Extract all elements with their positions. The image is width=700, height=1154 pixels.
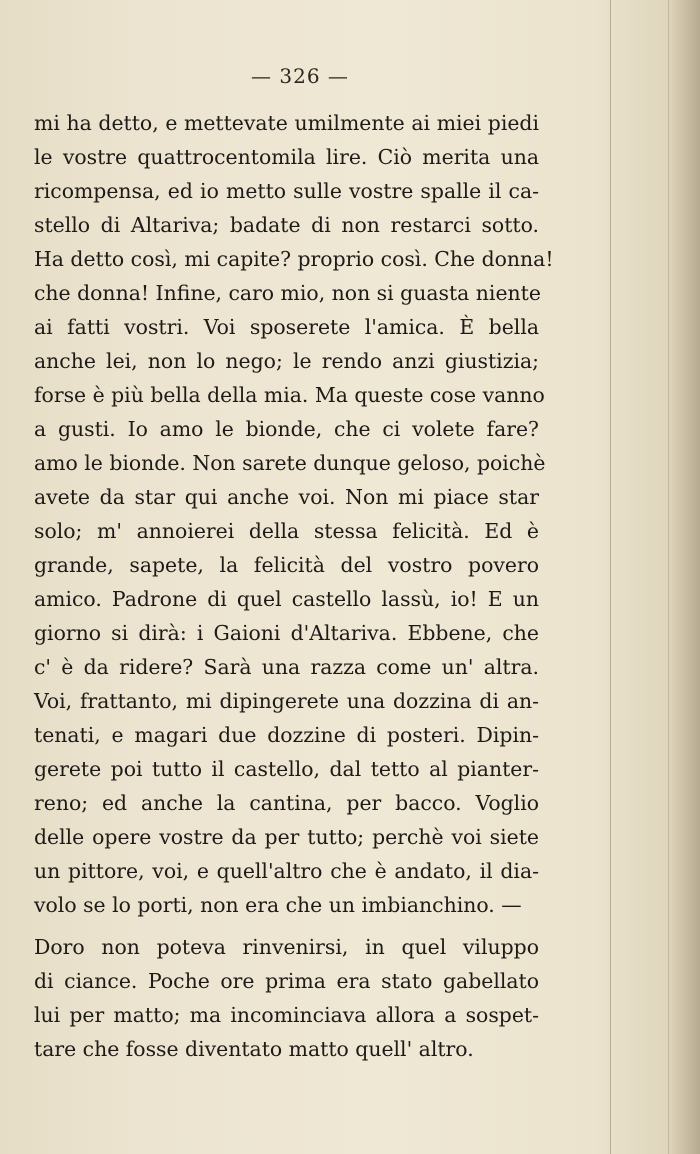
text-line: Doro non poteva rinvenirsi, in quel viluppo bbox=[34, 935, 539, 959]
text-line: Voi, frattanto, mi dipingerete una dozzina di an- bbox=[34, 689, 539, 713]
text-line: anche lei, non lo nego; le rendo anzi giustizia; bbox=[34, 349, 539, 373]
text-line: volo se lo porti, non era che un imbianchino. — bbox=[34, 893, 522, 917]
text-line: reno; ed anche la cantina, per bacco. Voglio bbox=[34, 791, 539, 815]
text-line: c' è da ridere? Sarà una razza come un' altra. bbox=[34, 655, 539, 679]
text-line: mi ha detto, e mettevate umilmente ai miei piedi bbox=[34, 111, 539, 135]
text-line: ricompensa, ed io metto sulle vostre spalle il ca- bbox=[34, 179, 539, 203]
text-line: avete da star qui anche voi. Non mi piace star bbox=[34, 485, 539, 509]
text-line: gerete poi tutto il castello, dal tetto al pianter- bbox=[34, 757, 539, 781]
text-line: grande, sapete, la felicità del vostro povero bbox=[34, 553, 539, 577]
text-line: a gusti. Io amo le bionde, che ci volete fare? bbox=[34, 417, 539, 441]
text-line: solo; m' annoierei della stessa felicità. Ed è bbox=[34, 519, 539, 543]
text-line: amo le bionde. Non sarete dunque geloso, poichè bbox=[34, 451, 546, 475]
body-text bbox=[34, 106, 554, 1066]
text-line: forse è più bella della mia. Ma queste cose vanno bbox=[34, 383, 545, 407]
text-line: giorno si dirà: i Gaioni d'Altariva. Ebbene, che bbox=[34, 621, 539, 645]
text-line: un pittore, voi, e quell'altro che è andato, il dia- bbox=[34, 859, 539, 883]
page-edge-shadow bbox=[668, 0, 700, 1154]
text-line: stello di Altariva; badate di non restarci sotto. bbox=[34, 213, 539, 237]
text-line: tenati, e magari due dozzine di posteri. Dipin- bbox=[34, 723, 539, 747]
page-number: — 326 — bbox=[251, 64, 349, 88]
page-fold-line bbox=[610, 0, 611, 1154]
page-edge-line bbox=[668, 0, 669, 1154]
text-line: ai fatti vostri. Voi sposerete l'amica. È bella bbox=[34, 315, 539, 339]
text-line: di ciance. Poche ore prima era stato gabellato bbox=[34, 969, 539, 993]
text-line: amico. Padrone di quel castello lassù, io! E un bbox=[34, 587, 539, 611]
paragraph-gap bbox=[34, 922, 539, 930]
text-line: delle opere vostre da per tutto; perchè voi siete bbox=[34, 825, 539, 849]
text-line: che donna! Infine, caro mio, non si guasta niente bbox=[34, 281, 541, 305]
text-line: Ha detto così, mi capite? proprio così. Che donna! bbox=[34, 247, 554, 271]
text-line: le vostre quattrocentomila lire. Ciò merita una bbox=[34, 145, 539, 169]
text-line: tare che fosse diventato matto quell' altro. bbox=[34, 1037, 474, 1061]
text-line: lui per matto; ma incominciava allora a sospet- bbox=[34, 1003, 539, 1027]
